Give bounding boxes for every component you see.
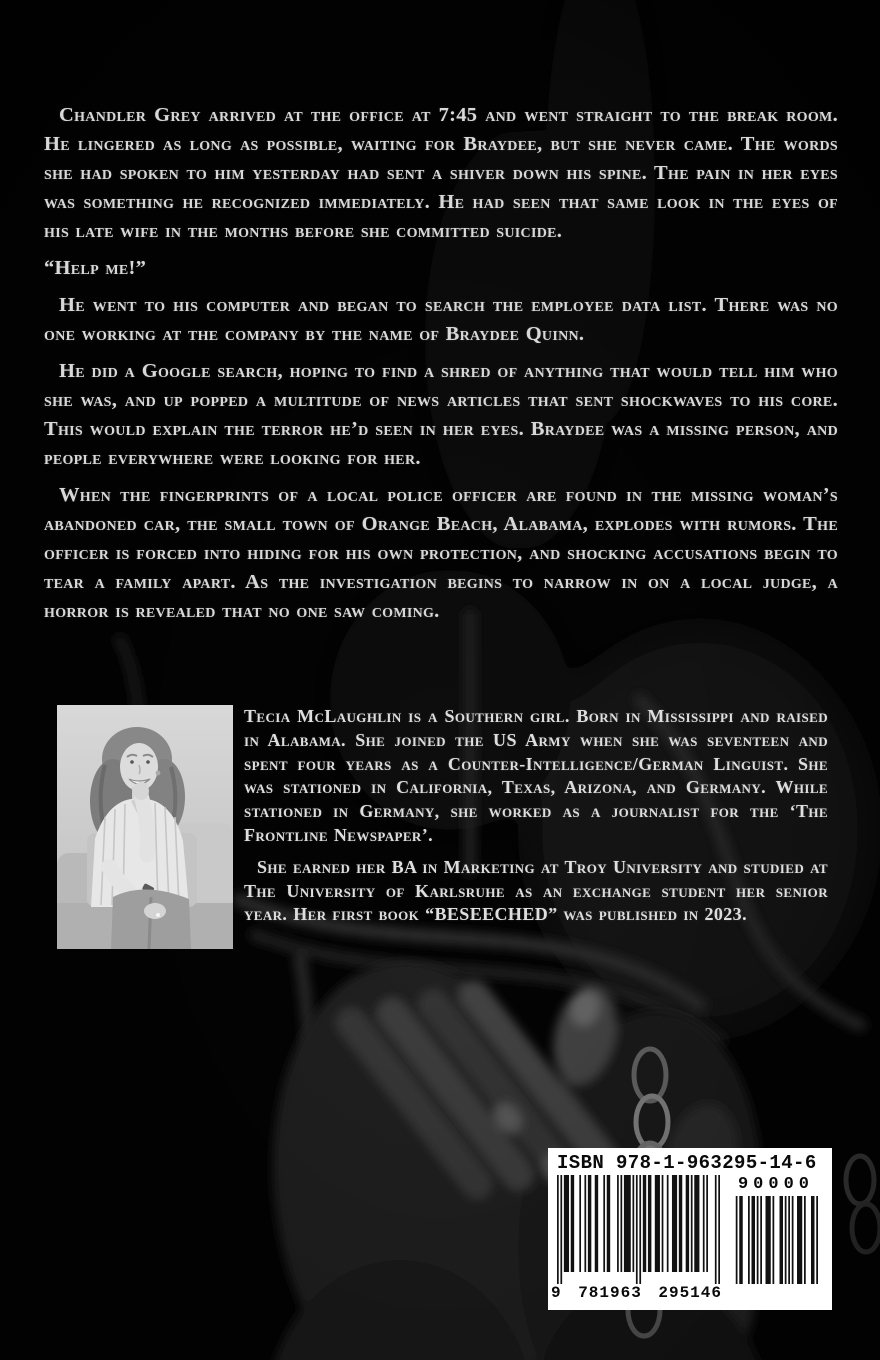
synopsis-paragraph-3: He did a Google search, hoping to find a shred of anything that would tell him who she was, and up popped a multitude of news articles that sent shockwaves to his core. This would explain the terror he’d seen in her eyes. Braydee was a missing person, and people everywhere were looking for her. [44, 360, 838, 469]
ean13-bars [557, 1175, 720, 1287]
author-bio [244, 705, 828, 935]
author-photo [57, 705, 233, 949]
synopsis-block [44, 101, 838, 634]
ean13-digit-group: 295146 [658, 1284, 722, 1302]
synopsis-paragraph-1: Chandler Grey arrived at the office at 7:45 and went straight to the break room. He lingered as long as possible, waiting for Braydee, but she never came. The words she had spoken to him yesterday had sent a shiver down his spine. The pain in her eyes was something he recognized immediately. He had seen that same look in the eyes of his late wife in the months before she committed suicide. [44, 104, 838, 242]
ean13-digits [550, 1284, 723, 1302]
synopsis-paragraph-2: He went to his computer and began to search the employee data list. There was no one working at the company by the name of Braydee Quinn. [44, 294, 838, 345]
isbn-barcode-block [548, 1148, 832, 1310]
author-section [57, 705, 828, 949]
isbn-number: ISBN 978-1-963295-14-6 [557, 1152, 817, 1174]
synopsis-paragraph-4: When the fingerprints of a local police officer are found in the missing woman’s abandoned car, the small town of Orange Beach, Alabama, explodes with rumors. The officer is forced into hiding for his own protection, and shocking accusations begin to tear a family apart. As the investigation begins to narrow in on a local judge, a horror is revealed that no one saw coming. [44, 484, 838, 622]
ean13-digit-group: 781963 [578, 1284, 642, 1302]
ean5-supplement [729, 1175, 823, 1284]
author-bio-paragraph-1: Tecia McLaughlin is a Southern girl. Born in Mississippi and raised in Alabama. She joined the US Army when she was seventeen and spent four years as a Counter-Intelligence/German Linguist. She was stationed in California, Texas, Arizona, and Germany. While stationed in Germany, she worked as a journalist for the ‘The Frontline Newspaper’. [244, 706, 828, 845]
ean5-bars [734, 1196, 818, 1284]
author-bio-paragraph-2: She earned her BA in Marketing at Troy University and studied at The University of Karlsruhe as an exchange student her senior year. Her first book “BESEECHED” was published in 2023. [244, 856, 828, 925]
supplement-price-code: 90000 [737, 1175, 814, 1194]
ean13-digit-group: 9 [551, 1284, 562, 1302]
synopsis-quote: “Help me!” [44, 257, 147, 279]
barcode-bars-row [551, 1175, 823, 1303]
ean13-barcode [551, 1175, 722, 1303]
